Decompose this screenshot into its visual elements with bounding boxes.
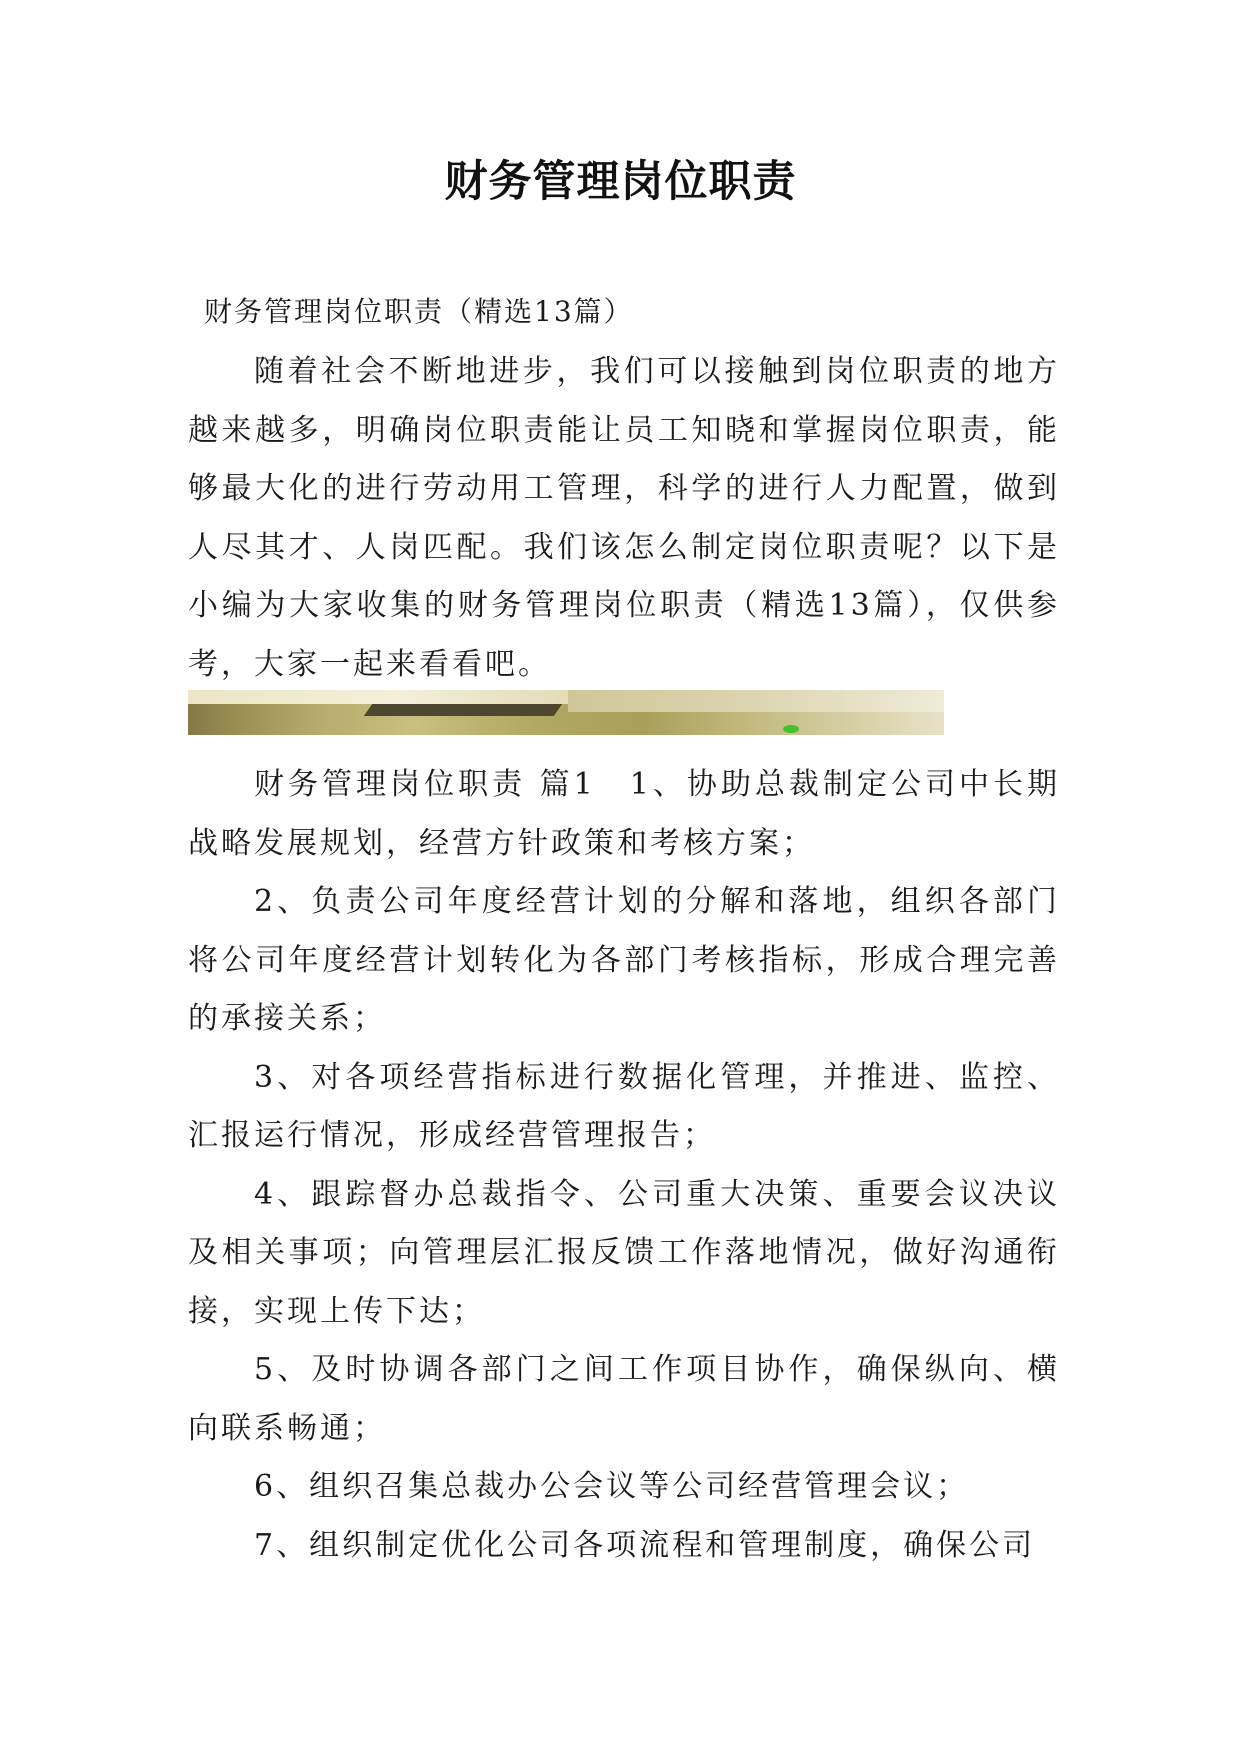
intro-paragraph: 随着社会不断地进步，我们可以接触到岗位职责的地方越来越多，明确岗位职责能让员工知晓和掌握岗位职责，能够最大化的进行劳动用工管理，科学的进行人力配置，做到人尽其才、人岗匹配。我们该怎么制定岗位职责呢？以下是小编为大家收集的财务管理岗位职责（精选13篇），仅供参考，大家一起来看看吧。 <box>188 354 1060 682</box>
section-heading: 财务管理岗位职责 篇1 <box>254 767 596 802</box>
list-item: 6、组织召集总裁办公会议等公司经营管理会议； <box>254 1469 970 1504</box>
duty-list <box>188 756 1060 1575</box>
intro-block <box>188 343 1060 694</box>
list-item: 3、对各项经营指标进行数据化管理，并推进、监控、汇报运行情况，形成经营管理报告； <box>188 1059 1060 1153</box>
list-item-text: 1、协助总裁制定公司中长期战略发展规划，经营方针政策和考核方案； <box>188 767 1061 861</box>
document-title: 财务管理岗位职责 <box>444 157 797 207</box>
list-item: 2、负责公司年度经营计划的分解和落地，组织各部门将公司年度经营计划转化为各部门考核指标，形成合理完善的承接关系； <box>188 884 1060 1036</box>
decorative-image <box>188 690 944 735</box>
document-subtitle: 财务管理岗位职责（精选13篇） <box>204 295 634 328</box>
list-item: 7、组织制定优化公司各项流程和管理制度，确保公司 <box>254 1527 1036 1563</box>
list-item: 4、跟踪督办总裁指令、公司重大决策、重要会议决议及相关事项；向管理层汇报反馈工作落地情况，做好沟通衔接，实现上传下达； <box>188 1176 1060 1329</box>
list-item <box>188 756 1060 873</box>
list-item: 5、及时协调各部门之间工作项目协作，确保纵向、横向联系畅通； <box>188 1352 1060 1446</box>
